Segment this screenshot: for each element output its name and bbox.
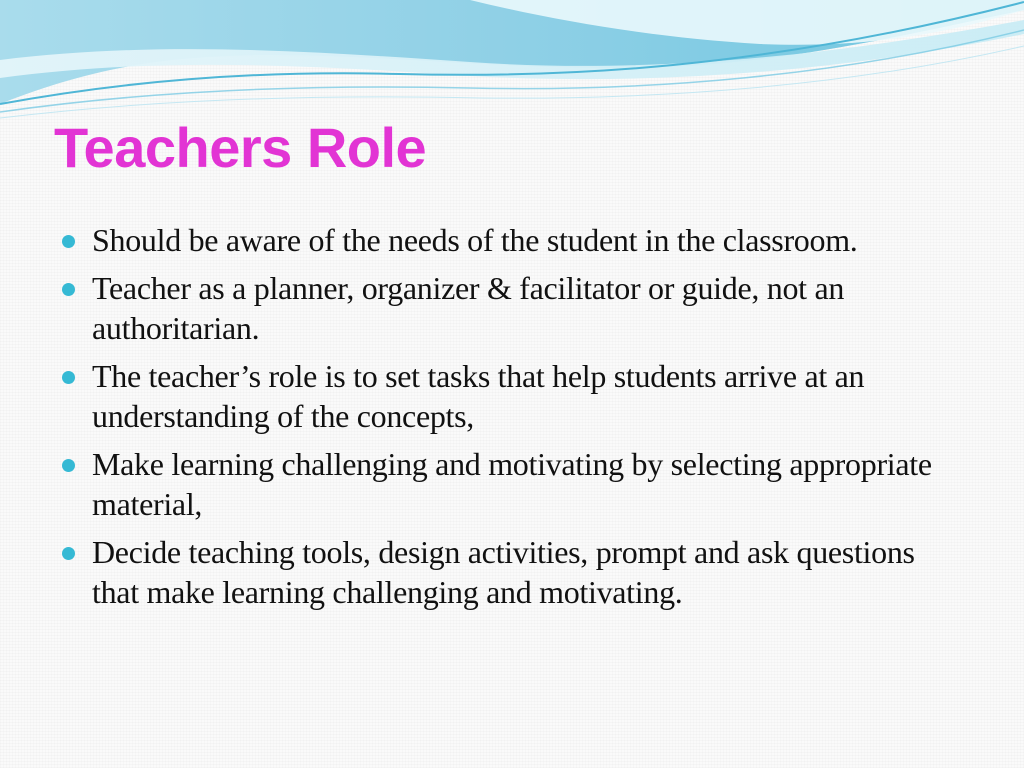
bullet-item: [62, 356, 962, 436]
bullet-item: [62, 532, 962, 612]
slide-title: Teachers Role: [54, 116, 427, 179]
bullet-text: Make learning challenging and motivating by selecting appropriate material,: [92, 446, 932, 522]
filled-circle-bullet-icon: [62, 235, 75, 248]
bullet-item: [62, 444, 962, 524]
filled-circle-bullet-icon: [62, 283, 75, 296]
bullet-text: Decide teaching tools, design activities, prompt and ask questions that make learning challenging and motivating.: [92, 534, 915, 610]
filled-circle-bullet-icon: [62, 547, 75, 560]
bullet-text: The teacher’s role is to set tasks that help students arrive at an understanding of the concepts,: [92, 358, 865, 434]
bullet-item: [62, 268, 962, 348]
bullet-item: [62, 220, 962, 260]
bullet-text: Teacher as a planner, organizer & facilitator or guide, not an authoritarian.: [92, 270, 845, 346]
filled-circle-bullet-icon: [62, 459, 75, 472]
filled-circle-bullet-icon: [62, 371, 75, 384]
bullet-list: [62, 220, 962, 620]
bullet-text: Should be aware of the needs of the student in the classroom.: [92, 222, 858, 258]
